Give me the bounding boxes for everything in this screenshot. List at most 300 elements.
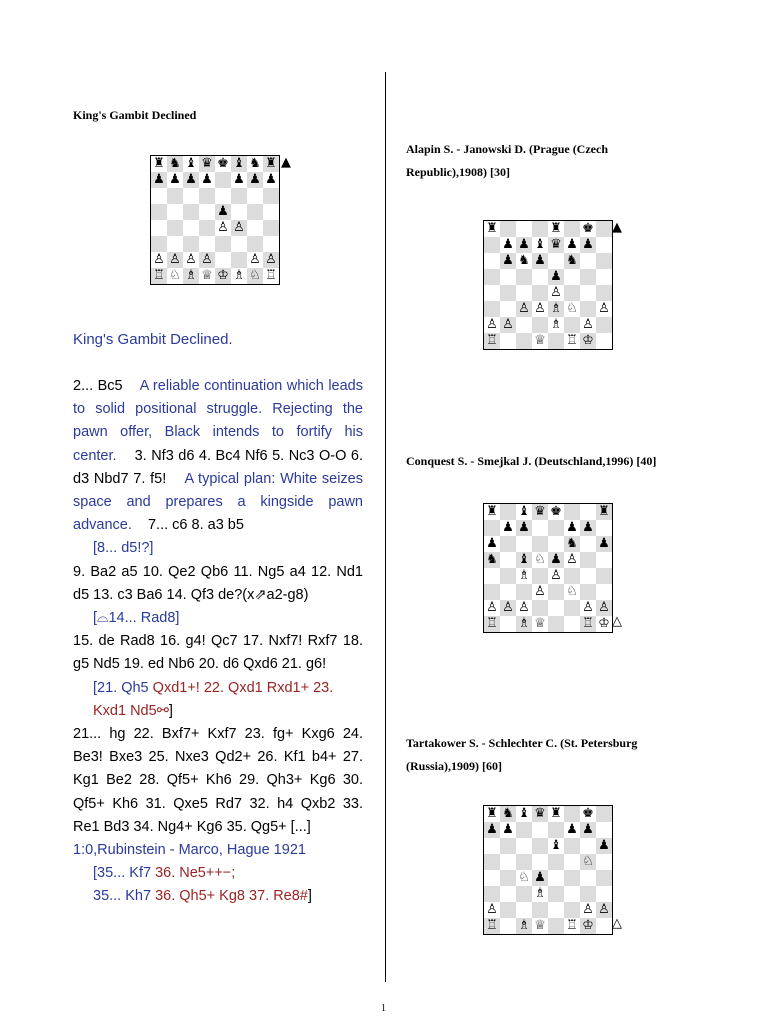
board-square xyxy=(516,584,532,600)
board-square xyxy=(500,504,516,520)
black-rook-icon: ♜ xyxy=(263,156,279,172)
black-pawn-icon: ♟ xyxy=(484,822,500,838)
white-bishop-icon: ♗ xyxy=(233,268,245,283)
board-square xyxy=(500,568,516,584)
game-reference xyxy=(73,839,363,862)
board-square xyxy=(500,918,516,934)
board-square xyxy=(215,188,231,204)
move-paragraph xyxy=(73,561,363,607)
board-square xyxy=(532,520,548,536)
board-square xyxy=(484,886,500,902)
comment-text: A typical plan: White seizes space and prepares a kingside pawn advance. xyxy=(73,470,363,534)
board-square xyxy=(580,285,596,301)
white-knight-icon: ♘ xyxy=(247,268,263,284)
board-square xyxy=(564,806,580,822)
board-square xyxy=(500,552,516,568)
board-square xyxy=(183,204,199,220)
black-bishop-icon: ♝ xyxy=(518,806,530,821)
board-square xyxy=(500,301,516,317)
move-paragraph xyxy=(73,630,363,676)
white-rook-icon: ♖ xyxy=(484,918,500,934)
board-square xyxy=(151,188,167,204)
board-square xyxy=(167,236,183,252)
white-knight-icon: ♘ xyxy=(518,870,530,885)
white-bishop-icon: ♗ xyxy=(548,301,564,317)
white-pawn-icon: ♙ xyxy=(518,600,530,615)
board-square xyxy=(596,918,612,934)
black-pawn-icon: ♟ xyxy=(548,269,564,285)
board-square xyxy=(151,236,167,252)
black-pawn-icon: ♟ xyxy=(548,552,564,568)
black-pawn-icon: ♟ xyxy=(516,520,532,536)
board-square xyxy=(183,188,199,204)
white-pawn-icon: ♙ xyxy=(249,252,261,267)
board-square xyxy=(548,520,564,536)
board-square xyxy=(484,584,500,600)
black-pawn-icon: ♟ xyxy=(265,172,277,187)
variation-text: Kh7 xyxy=(125,888,152,905)
black-king-icon: ♚ xyxy=(582,806,594,821)
black-pawn-icon: ♟ xyxy=(169,172,181,187)
board-square xyxy=(484,838,500,854)
page-number: 1 xyxy=(381,1003,386,1014)
board-square xyxy=(500,269,516,285)
white-knight-icon: ♘ xyxy=(169,268,181,283)
move-text-span: 7... c6 8. a3 b5 xyxy=(147,517,244,534)
board-square xyxy=(596,317,612,333)
white-pawn-icon: ♙ xyxy=(598,301,610,316)
game-title-3: Tartakower S. - Schlechter C. (St. Petersburg (Russia),1909) [60] xyxy=(406,736,638,773)
black-pawn-icon: ♟ xyxy=(580,822,596,838)
variation-text: 36. Qh5+ Kg8 37. Re8# xyxy=(155,888,308,905)
board-square xyxy=(596,221,612,237)
board-square xyxy=(596,822,612,838)
variation-line xyxy=(73,537,363,560)
white-rook-icon: ♖ xyxy=(566,918,578,933)
board-square xyxy=(484,269,500,285)
board-square xyxy=(580,838,596,854)
white-pawn-icon: ♙ xyxy=(199,252,215,268)
white-bishop-icon: ♗ xyxy=(183,268,199,284)
black-pawn-icon: ♟ xyxy=(532,253,548,269)
white-rook-icon: ♖ xyxy=(484,333,500,349)
board-square xyxy=(231,204,247,220)
board-square xyxy=(548,616,564,632)
black-knight-icon: ♞ xyxy=(249,156,261,171)
board-square xyxy=(199,236,215,252)
white-queen-icon: ♕ xyxy=(534,616,546,631)
board-square xyxy=(484,520,500,536)
board-square xyxy=(247,204,263,220)
board-square xyxy=(532,568,548,584)
white-pawn-icon: ♙ xyxy=(486,600,498,615)
board-square xyxy=(167,188,183,204)
board-square xyxy=(532,902,548,918)
variation-text: 35... xyxy=(93,888,122,905)
board-square xyxy=(151,220,167,236)
white-pawn-icon: ♙ xyxy=(185,252,197,267)
board-square xyxy=(596,584,612,600)
board-square xyxy=(484,237,500,253)
black-knight-icon: ♞ xyxy=(518,253,530,268)
bracket-close: ] xyxy=(307,888,312,905)
white-king-icon: ♔ xyxy=(580,333,596,349)
black-rook-icon: ♜ xyxy=(486,504,498,519)
black-pawn-icon: ♟ xyxy=(566,520,578,535)
variation-line xyxy=(73,677,363,723)
variation-line xyxy=(73,607,363,630)
board-square xyxy=(167,204,183,220)
board-square xyxy=(548,536,564,552)
move-text-span: 3. Nf3 d6 4. Bc4 Nf6 5. Nc3 O-O 6. d3 Nbd7 7. f5! xyxy=(73,447,363,487)
white-rook-icon: ♖ xyxy=(566,333,578,348)
black-pawn-icon: ♟ xyxy=(502,520,514,535)
board-square xyxy=(516,536,532,552)
black-knight-icon: ♞ xyxy=(564,253,580,269)
reference-text: 1:0,Rubinstein - Marco, Hague 1921 xyxy=(73,842,306,859)
white-pawn-icon: ♙ xyxy=(486,902,498,917)
board-square xyxy=(564,504,580,520)
board-square xyxy=(532,838,548,854)
turn-indicator-main: ▲ xyxy=(281,155,291,170)
board-square xyxy=(596,552,612,568)
black-knight-icon: ♞ xyxy=(484,552,500,568)
white-pawn-icon: ♙ xyxy=(500,600,516,616)
board-square xyxy=(532,600,548,616)
board-square xyxy=(183,236,199,252)
chess-diagram-2 xyxy=(483,503,613,633)
black-pawn-icon: ♟ xyxy=(566,237,578,252)
board-square xyxy=(151,204,167,220)
board-square xyxy=(215,252,231,268)
white-king-icon: ♔ xyxy=(580,918,596,934)
black-king-icon: ♚ xyxy=(582,221,594,236)
board-square xyxy=(167,220,183,236)
board-square xyxy=(532,854,548,870)
board-square xyxy=(580,870,596,886)
white-pawn-icon: ♙ xyxy=(153,252,165,267)
variation-text: 36. Ne5++−; xyxy=(155,865,236,882)
white-bishop-icon: ♗ xyxy=(550,317,562,332)
board-square xyxy=(596,870,612,886)
board-square xyxy=(516,822,532,838)
black-pawn-icon: ♟ xyxy=(580,520,596,536)
board-square xyxy=(516,333,532,349)
board-square xyxy=(548,918,564,934)
board-square xyxy=(564,870,580,886)
board-square xyxy=(516,854,532,870)
white-knight-icon: ♘ xyxy=(566,301,578,316)
board-square xyxy=(596,806,612,822)
board-square xyxy=(596,886,612,902)
white-pawn-icon: ♙ xyxy=(167,252,183,268)
board-square xyxy=(548,902,564,918)
black-bishop-icon: ♝ xyxy=(518,504,530,519)
white-king-icon: ♔ xyxy=(598,616,610,631)
white-pawn-icon: ♙ xyxy=(263,252,279,268)
white-knight-icon: ♘ xyxy=(566,584,578,599)
board-square xyxy=(484,253,500,269)
turn-indicator-1: ▲ xyxy=(612,220,622,235)
move-text-span: 15. de Rad8 16. g4! Qc7 17. Nxf7! Rxf7 18. g5 Nd5 19. ed Nb6 20. d6 Qxd6 21. g6! xyxy=(73,633,363,673)
black-pawn-icon: ♟ xyxy=(486,536,498,551)
black-queen-icon: ♛ xyxy=(532,504,548,520)
evaluation-symbol: ⚯ xyxy=(156,702,169,719)
board-square xyxy=(564,600,580,616)
black-queen-icon: ♛ xyxy=(532,806,548,822)
black-pawn-icon: ♟ xyxy=(516,237,532,253)
black-pawn-icon: ♟ xyxy=(596,536,612,552)
section-heading: King's Gambit Declined. xyxy=(73,331,233,348)
board-square xyxy=(532,822,548,838)
board-square xyxy=(564,886,580,902)
board-square xyxy=(500,870,516,886)
board-square xyxy=(516,221,532,237)
black-king-icon: ♚ xyxy=(217,156,229,171)
board-square xyxy=(596,285,612,301)
black-pawn-icon: ♟ xyxy=(580,237,596,253)
board-square xyxy=(484,568,500,584)
board-square xyxy=(500,584,516,600)
black-pawn-icon: ♟ xyxy=(247,172,263,188)
black-knight-icon: ♞ xyxy=(564,536,580,552)
board-square xyxy=(532,536,548,552)
board-square xyxy=(231,188,247,204)
black-pawn-icon: ♟ xyxy=(233,172,245,187)
board-square xyxy=(596,237,612,253)
board-square xyxy=(596,253,612,269)
variation-text: [⌓14... Rad8] xyxy=(93,610,180,627)
board-square xyxy=(548,253,564,269)
board-square xyxy=(484,854,500,870)
board-square xyxy=(516,902,532,918)
board-square xyxy=(596,520,612,536)
black-knight-icon: ♞ xyxy=(167,156,183,172)
white-bishop-icon: ♗ xyxy=(518,568,530,583)
board-square xyxy=(548,870,564,886)
white-bishop-icon: ♗ xyxy=(516,616,532,632)
board-square xyxy=(199,188,215,204)
board-square xyxy=(596,854,612,870)
column-divider xyxy=(385,72,386,982)
board-square xyxy=(215,236,231,252)
black-rook-icon: ♜ xyxy=(486,221,498,236)
board-square xyxy=(564,285,580,301)
white-pawn-icon: ♙ xyxy=(596,600,612,616)
white-knight-icon: ♘ xyxy=(534,552,546,567)
annotation-paragraph xyxy=(73,375,363,537)
white-pawn-icon: ♙ xyxy=(486,317,498,332)
black-bishop-icon: ♝ xyxy=(516,552,532,568)
white-pawn-icon: ♙ xyxy=(582,317,594,332)
board-square xyxy=(548,333,564,349)
board-square xyxy=(500,838,516,854)
white-pawn-icon: ♙ xyxy=(550,568,562,583)
game-title-1: Alapin S. - Janowski D. (Prague (Czech Republic),1908) [30] xyxy=(406,142,609,179)
board-square xyxy=(199,204,215,220)
white-queen-icon: ♕ xyxy=(201,268,213,283)
black-pawn-icon: ♟ xyxy=(502,237,514,252)
black-pawn-icon: ♟ xyxy=(500,253,516,269)
move-text xyxy=(73,375,363,909)
chess-diagram-3 xyxy=(483,805,613,935)
board-square xyxy=(564,838,580,854)
board-square xyxy=(263,188,279,204)
white-bishop-icon: ♗ xyxy=(534,886,546,901)
board-square xyxy=(500,886,516,902)
board-square xyxy=(548,600,564,616)
board-square xyxy=(532,285,548,301)
board-square xyxy=(548,886,564,902)
board-square xyxy=(564,269,580,285)
black-pawn-icon: ♟ xyxy=(566,822,578,837)
board-square xyxy=(580,584,596,600)
white-pawn-icon: ♙ xyxy=(566,552,578,567)
black-pawn-icon: ♟ xyxy=(532,870,548,886)
board-square xyxy=(263,220,279,236)
white-rook-icon: ♖ xyxy=(265,268,277,283)
variation-text: [35... xyxy=(93,865,126,882)
black-pawn-icon: ♟ xyxy=(502,822,514,837)
board-square xyxy=(500,854,516,870)
black-bishop-icon: ♝ xyxy=(231,156,247,172)
black-knight-icon: ♞ xyxy=(500,806,516,822)
black-queen-icon: ♛ xyxy=(548,237,564,253)
black-rook-icon: ♜ xyxy=(153,156,165,171)
board-square xyxy=(580,504,596,520)
black-rook-icon: ♜ xyxy=(486,806,498,821)
board-square xyxy=(263,236,279,252)
white-queen-icon: ♕ xyxy=(534,918,546,933)
white-pawn-icon: ♙ xyxy=(582,600,594,615)
board-square xyxy=(516,269,532,285)
board-square xyxy=(580,269,596,285)
black-rook-icon: ♜ xyxy=(550,221,562,236)
black-pawn-icon: ♟ xyxy=(183,172,199,188)
board-square xyxy=(580,568,596,584)
board-square xyxy=(596,269,612,285)
black-bishop-icon: ♝ xyxy=(534,237,546,252)
black-rook-icon: ♜ xyxy=(550,806,562,821)
black-pawn-icon: ♟ xyxy=(201,172,213,187)
white-king-icon: ♔ xyxy=(215,268,231,284)
board-square xyxy=(580,253,596,269)
white-bishop-icon: ♗ xyxy=(516,918,532,934)
game-title-2: Conquest S. - Smejkal J. (Deutschland,1996) [40] xyxy=(406,454,657,468)
move-text-span: 9. Ba2 a5 10. Qe2 Qb6 11. Ng5 a4 12. Nd1 d5 13. c3 Ba6 14. Qf3 de?(x⇗a2-g8) xyxy=(73,563,363,603)
black-pawn-icon: ♟ xyxy=(596,838,612,854)
board-square xyxy=(199,220,215,236)
board-square xyxy=(564,317,580,333)
board-square xyxy=(215,172,231,188)
board-square xyxy=(564,221,580,237)
variation-text: [8... d5!?] xyxy=(93,540,154,557)
board-square xyxy=(247,220,263,236)
white-rook-icon: ♖ xyxy=(580,616,596,632)
turn-indicator-3: △ xyxy=(612,916,622,931)
board-square xyxy=(484,285,500,301)
black-bishop-icon: ♝ xyxy=(185,156,197,171)
chess-diagram-main xyxy=(150,155,280,285)
board-square xyxy=(500,221,516,237)
variation-line xyxy=(73,885,363,908)
black-queen-icon: ♛ xyxy=(199,156,215,172)
turn-indicator-2: △ xyxy=(612,614,622,629)
white-pawn-icon: ♙ xyxy=(534,301,546,316)
white-pawn-icon: ♙ xyxy=(231,220,247,236)
white-pawn-icon: ♙ xyxy=(596,902,612,918)
board-square xyxy=(548,584,564,600)
board-square xyxy=(532,269,548,285)
board-square xyxy=(516,317,532,333)
white-rook-icon: ♖ xyxy=(151,268,167,284)
board-square xyxy=(596,568,612,584)
black-pawn-icon: ♟ xyxy=(215,204,231,220)
black-pawn-icon: ♟ xyxy=(151,172,167,188)
bracket-close: ] xyxy=(168,702,173,719)
board-square xyxy=(532,317,548,333)
board-square xyxy=(580,886,596,902)
variation-text: Qh5 xyxy=(121,679,149,696)
board-square xyxy=(580,536,596,552)
white-queen-icon: ♕ xyxy=(534,333,546,348)
white-pawn-icon: ♙ xyxy=(534,584,546,599)
board-square xyxy=(500,285,516,301)
white-pawn-icon: ♙ xyxy=(582,902,594,917)
move-text-span: 21... hg 22. Bxf7+ Kxf7 23. fg+ Kxg6 24. Be3! Bxe3 25. Nxe3 Qd2+ 26. Kf1 b4+ 27. Kg1 Be2 28. Qf5+ Kh6 29. Qh3+ Kg6 30. Qf5+ Kh6 31. Qxe5 Rd7 32. h4 Qxb2 33. Re1 Bd3 34. Ng4+ Kg6 35. Qg5+ [...] xyxy=(73,726,363,835)
board-square xyxy=(516,285,532,301)
board-square xyxy=(564,568,580,584)
board-square xyxy=(500,616,516,632)
white-knight-icon: ♘ xyxy=(580,854,596,870)
board-square xyxy=(596,333,612,349)
black-bishop-icon: ♝ xyxy=(550,838,562,853)
board-square xyxy=(500,902,516,918)
board-square xyxy=(231,236,247,252)
board-square xyxy=(548,822,564,838)
left-title: King's Gambit Declined xyxy=(73,108,197,122)
board-square xyxy=(247,188,263,204)
black-king-icon: ♚ xyxy=(550,504,562,519)
variation-text: Kf7 xyxy=(129,865,152,882)
board-square xyxy=(564,854,580,870)
board-square xyxy=(516,838,532,854)
chess-diagram-1 xyxy=(483,220,613,350)
board-square xyxy=(548,854,564,870)
move-paragraph xyxy=(73,723,363,839)
board-square xyxy=(263,204,279,220)
board-square xyxy=(183,220,199,236)
board-square xyxy=(516,886,532,902)
board-square xyxy=(500,333,516,349)
board-square xyxy=(484,870,500,886)
variation-text: [21. xyxy=(93,679,118,696)
board-square xyxy=(580,301,596,317)
board-square xyxy=(532,221,548,237)
white-rook-icon: ♖ xyxy=(484,616,500,632)
board-square xyxy=(484,301,500,317)
white-pawn-icon: ♙ xyxy=(217,220,229,235)
board-square xyxy=(564,902,580,918)
board-square xyxy=(247,236,263,252)
board-square xyxy=(580,552,596,568)
white-pawn-icon: ♙ xyxy=(516,301,532,317)
white-pawn-icon: ♙ xyxy=(550,285,562,300)
variation-text: Qxd1+! 22. Qxd1 Rxd1+ 23. Kxd1 Nd5 xyxy=(93,679,334,719)
variation-line xyxy=(73,862,363,885)
comment-text: A reliable continuation which leads to solid positional struggle. Rejecting the pawn offer, Black intends to fortify his center. xyxy=(73,378,363,464)
white-pawn-icon: ♙ xyxy=(500,317,516,333)
